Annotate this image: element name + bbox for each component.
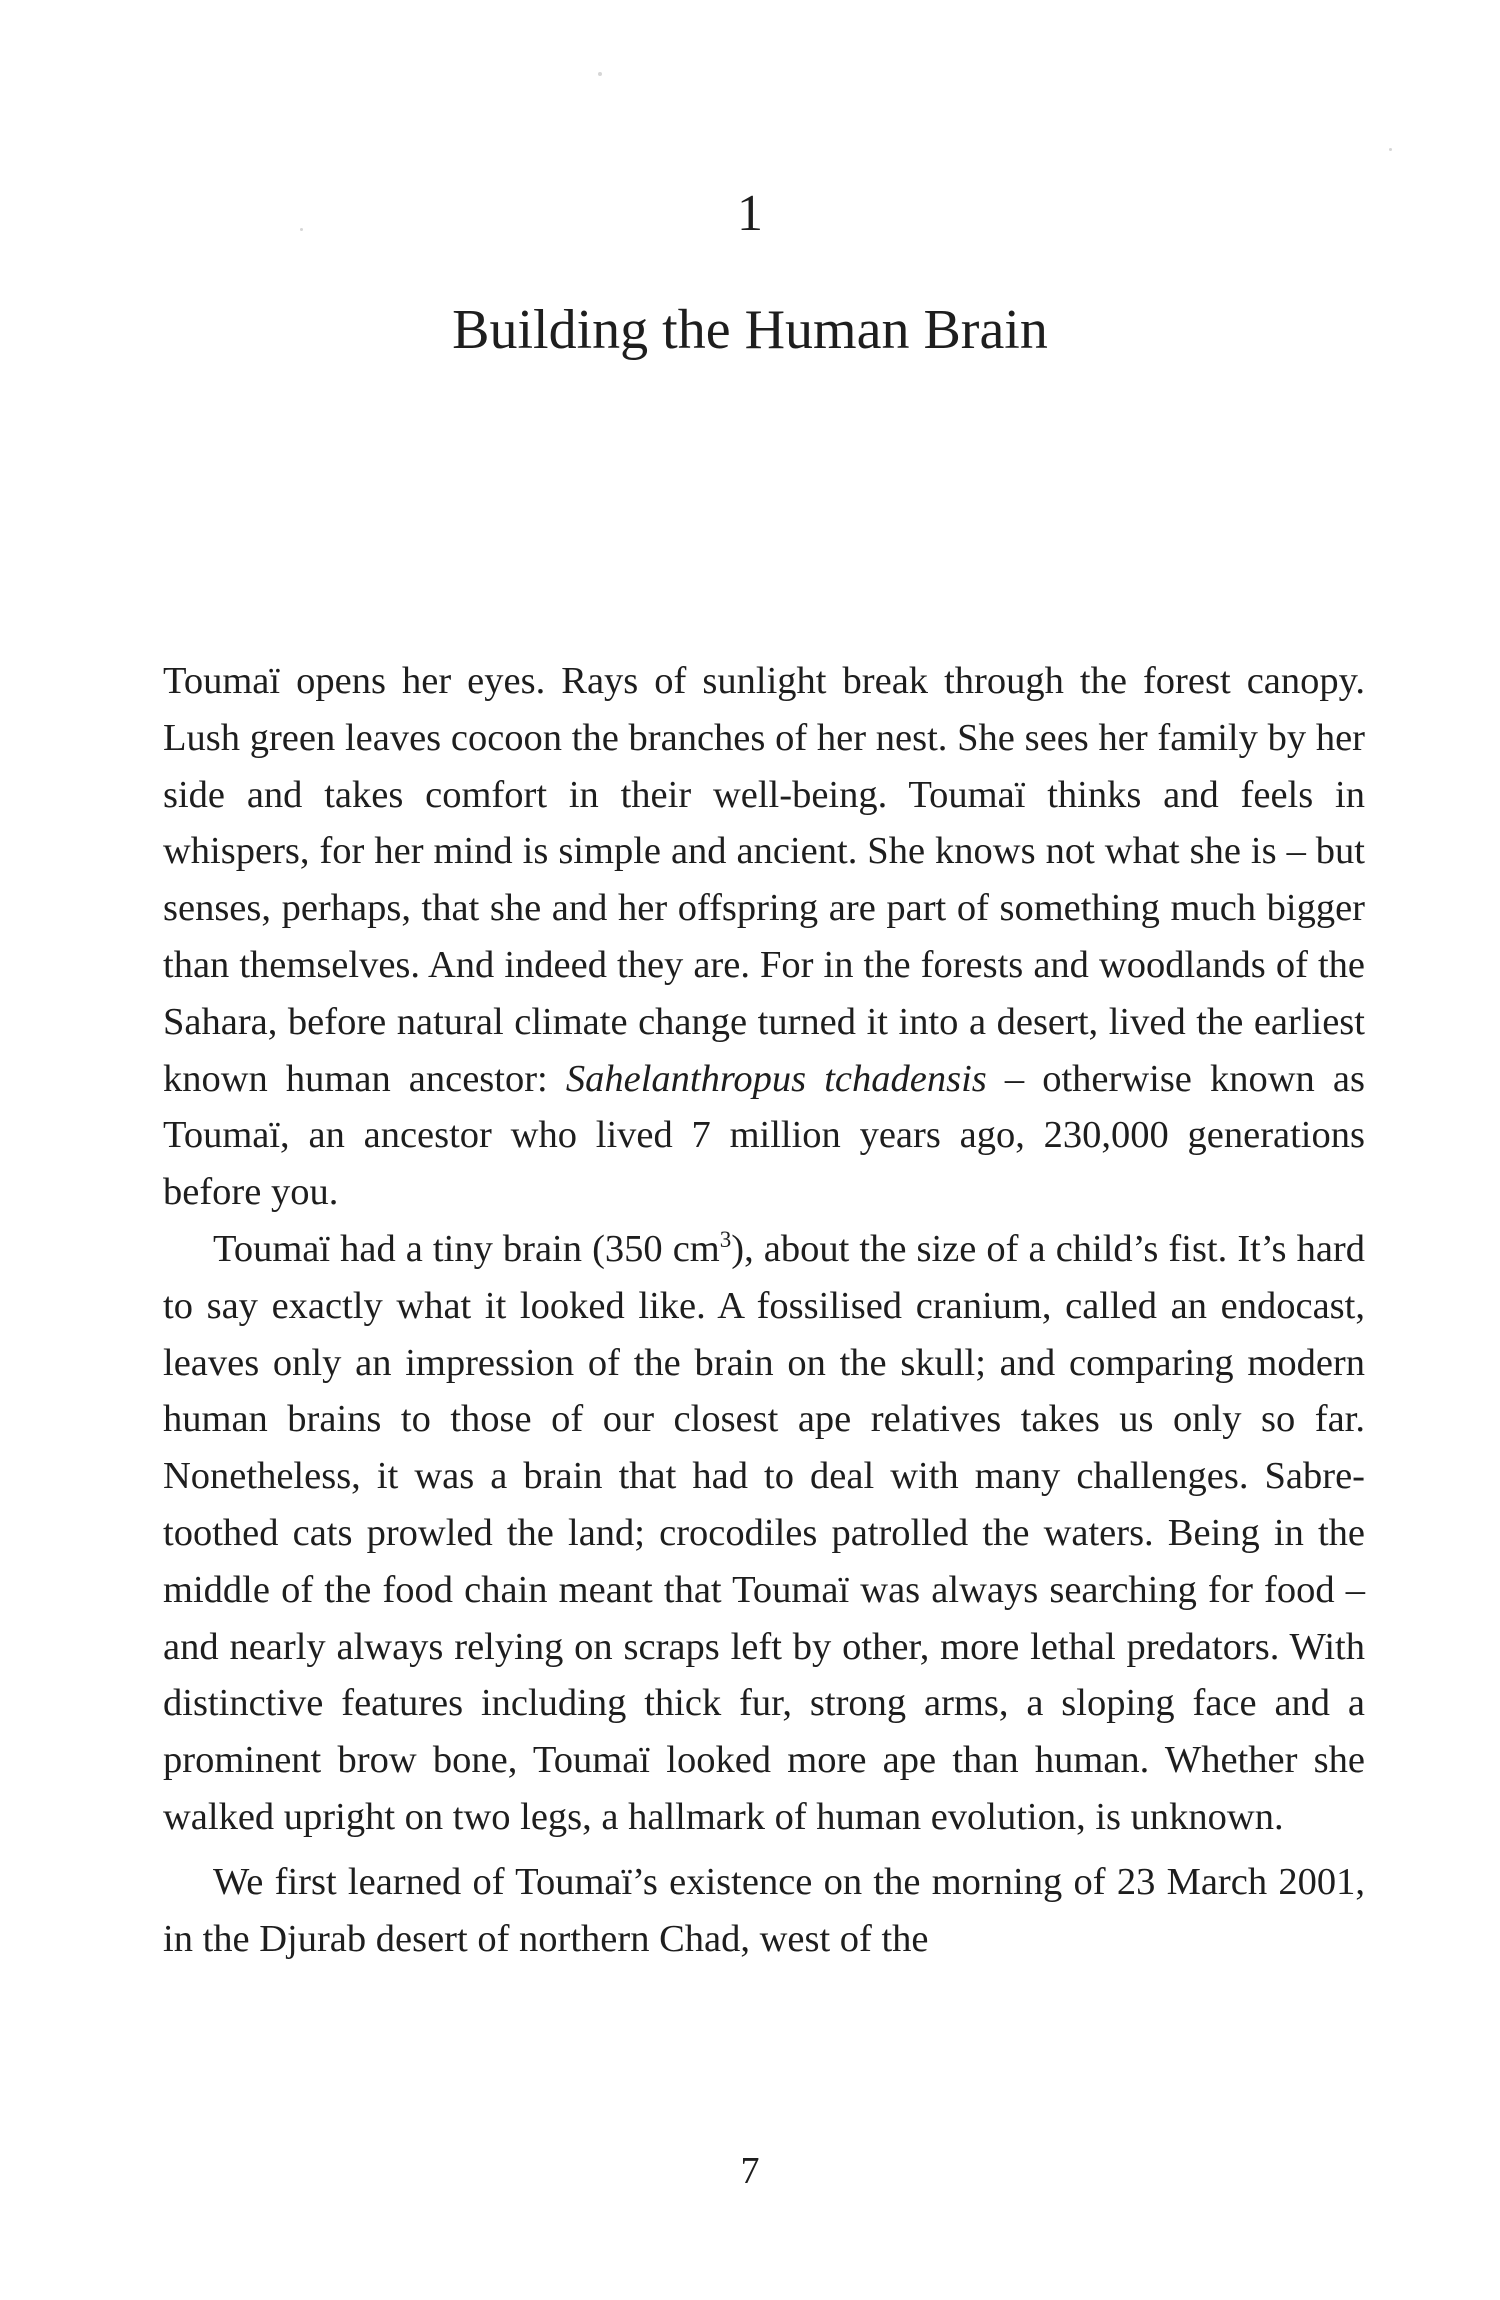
paragraph-1	[163, 653, 1365, 1221]
paragraph-2	[163, 1221, 1365, 1846]
scan-speck	[1389, 148, 1392, 151]
paragraph-1-text-continued: – otherwise known as Toumaï, an ancestor who lived 7 million years ago, 230,000 generations before you.	[163, 1057, 1365, 1214]
chapter-title: Building the Human Brain	[452, 299, 1048, 361]
paragraph-3-text: We first learned of Toumaï’s existence on the morning of 23 March 2001, in the Djurab desert of northern Chad, west of the	[163, 1860, 1365, 1960]
paragraph-2-text: Toumaï had a tiny brain (350 cm	[213, 1227, 720, 1270]
scan-speck	[300, 228, 303, 231]
scan-speck	[598, 72, 602, 76]
body-text	[163, 653, 1365, 1967]
paragraph-1-text: Toumaï opens her eyes. Rays of sunlight break through the forest canopy. Lush green leaves cocoon the branches of her nest. She sees her family by her side and takes comfort in their well-being. Toumaï thinks and feels in whispers, for her mind is simple and ancient. She knows not what she is – but senses, perhaps, that she and her offspring are part of something much bigger than themselves. And indeed they are. For in the forests and woodlands of the Sahara, before natural climate change turned it into a desert, lived the earliest known human ancestor:	[163, 660, 1365, 1100]
paragraph-2-text-continued: ), about the size of a child’s fist. It’s hard to say exactly what it looked like. A fossilised cranium, called an endocast, leaves only an impression of the brain on the skull; and comparing modern human brains to those of our closest ape relatives takes us only so far. Nonetheless, it was a brain that had to deal with many challenges. Sabre-toothed cats prowled the land; crocodiles patrolled the waters. Being in the middle of the food chain meant that Toumaï was always searching for food – and nearly always relying on scraps left by other, more lethal predators. With distinctive features including thick fur, strong arms, a sloping face and a prominent brow bone, Toumaï looked more ape than human. Whether she walked upright on two legs, a hallmark of human evolution, is unknown.	[163, 1227, 1365, 1838]
paragraph-3	[163, 1854, 1365, 1968]
chapter-number: 1	[737, 185, 763, 242]
cubic-superscript: 3	[719, 1226, 732, 1253]
page-number: 7	[740, 2150, 760, 2192]
species-name: Sahelanthropus tchadensis	[565, 1057, 987, 1100]
